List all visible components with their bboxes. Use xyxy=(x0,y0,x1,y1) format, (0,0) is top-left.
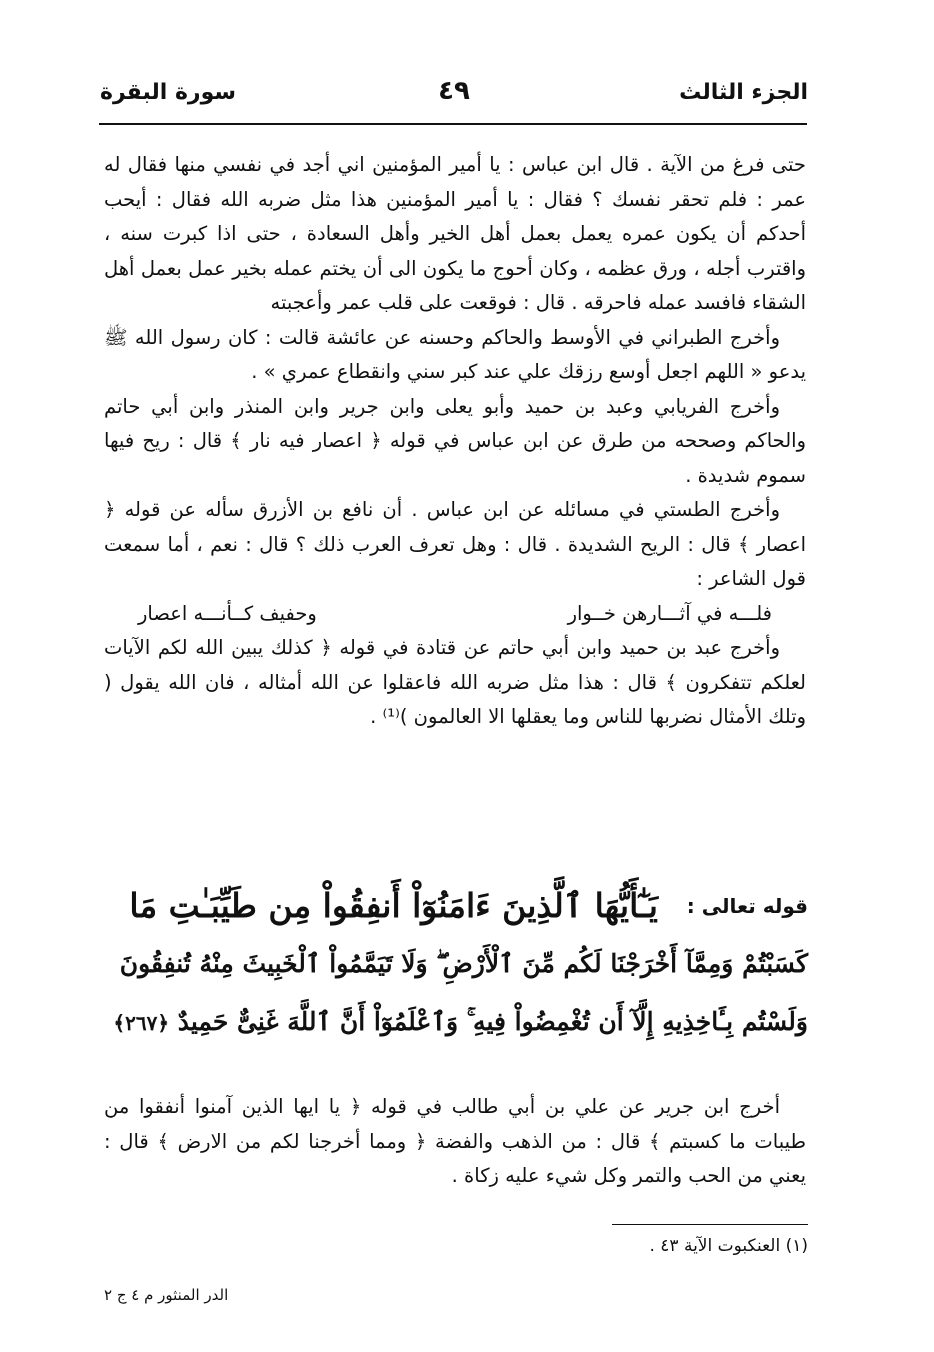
ayah-number: ﴿٢٦٧﴾ xyxy=(113,1011,170,1035)
quran-intro: قوله تعالى : xyxy=(686,894,808,918)
quran-line-3-text: وَلَسْتُم بِـَٔاخِذِيهِ إِلَّآ أَن تُغْمِضُواْ فِيهِ ۚ وَٱعْلَمُوٓاْ أَنَّ ٱللَّهَ غَنِىٌّ حَمِيدٌ xyxy=(177,1007,808,1036)
verse-first-half: فلـــه في آثـــارهن خــوار xyxy=(567,601,772,625)
quran-verse-block xyxy=(104,880,808,1050)
poetry-verse xyxy=(104,597,806,632)
quran-line-1: يَـٰٓأَيُّهَا ٱلَّذِينَ ءَامَنُوٓاْ أَنفِقُواْ مِن طَيِّبَـٰتِ مَا xyxy=(129,886,658,925)
paragraph-5: وأخرج عبد بن حميد وابن أبي حاتم عن قتادة في قوله ﴿ كذلك يبين الله لكم الآيات لعلكم تتفكرون ﴾ قال : هذا مثل ضربه الله فاعقلوا عن الله أمثاله ، فان الله يقول ( وتلك الأمثال نضربها للناس وما يعقلها الا العالمون )⁽¹⁾ . xyxy=(104,636,806,728)
footnote-divider xyxy=(612,1224,808,1225)
quran-line-2: كَسَبْتُمْ وَمِمَّآ أَخْرَجْنَا لَكُم مِّنَ ٱلْأَرْضِ ۖ وَلَا تَيَمَّمُواْ ٱلْخَبِيثَ مِنْهُ تُنفِقُونَ xyxy=(119,949,808,978)
paragraph-6: أخرج ابن جرير عن علي بن أبي طالب في قوله ﴿ يا ايها الذين آمنوا أنفقوا من طيبات ما كسبتم ﴾ قال : من الذهب والفضة ﴿ ومما أخرجنا لكم من الارض ﴾ قال : يعني من الحب والتمر وكل شيء عليه زكاة . xyxy=(104,1095,806,1187)
surah-title: سورة البقرة xyxy=(100,80,237,105)
header-divider xyxy=(99,123,807,125)
signature-mark: الدر المنثور م ٤ ج ٢ xyxy=(104,1286,229,1304)
paragraph-2: وأخرج الطبراني في الأوسط والحاكم وحسنه عن عائشة قالت : كان رسول الله ﷺ يدعو « اللهم اجعل أوسع رزقك علي عند كبر سني وانقطاع عمري » . xyxy=(104,325,806,383)
verse-second-half: وحفيف كــأنـــه اعصار xyxy=(138,601,317,625)
quran-line-3 xyxy=(113,996,808,1049)
commentary-text xyxy=(104,1090,806,1194)
page-number: ٤٩ xyxy=(438,76,470,106)
paragraph-1: حتى فرغ من الآية . قال ابن عباس : يا أمير المؤمنين اني أجد في نفسي منها فقال له عمر : فلم تحقر نفسك ؟ فقال : يا أمير المؤمنين هذا مثل ضربه الله فقال : أيحب أحدكم أن يكون عمره يعمل بعمل أهل الخير وأهل السعادة ، حتى اذا كبرت سنه ، واقترب أجله ، ورق عظمه ، وكان أحوج ما يكون الى أن يختم عمله بخير عمل بعمل أهل الشقاء فافسد عمله فاحرقه . قال : فوقعت على قلب عمر وأعجبته xyxy=(104,153,806,314)
part-title: الجزء الثالث xyxy=(679,80,808,105)
paragraph-3: وأخرج الفريابي وعبد بن حميد وأبو يعلى وابن جرير وابن المنذر وابن أبي حاتم والحاكم وصححه من طرق عن ابن عباس في قوله ﴿ اعصار فيه نار ﴾ قال : ريح فيها سموم شديدة . xyxy=(104,394,806,487)
paragraph-4: وأخرج الطستي في مسائله عن ابن عباس . أن نافع بن الأزرق سأله عن قوله ﴿ اعصار ﴾ قال : الريح الشديدة . قال : وهل تعرف العرب ذلك ؟ قال : نعم ، أما سمعت قول الشاعر : xyxy=(104,498,806,590)
main-text xyxy=(104,148,806,735)
footnote: (١) العنكبوت الآية ٤٣ . xyxy=(649,1236,808,1256)
page-header xyxy=(100,76,808,116)
